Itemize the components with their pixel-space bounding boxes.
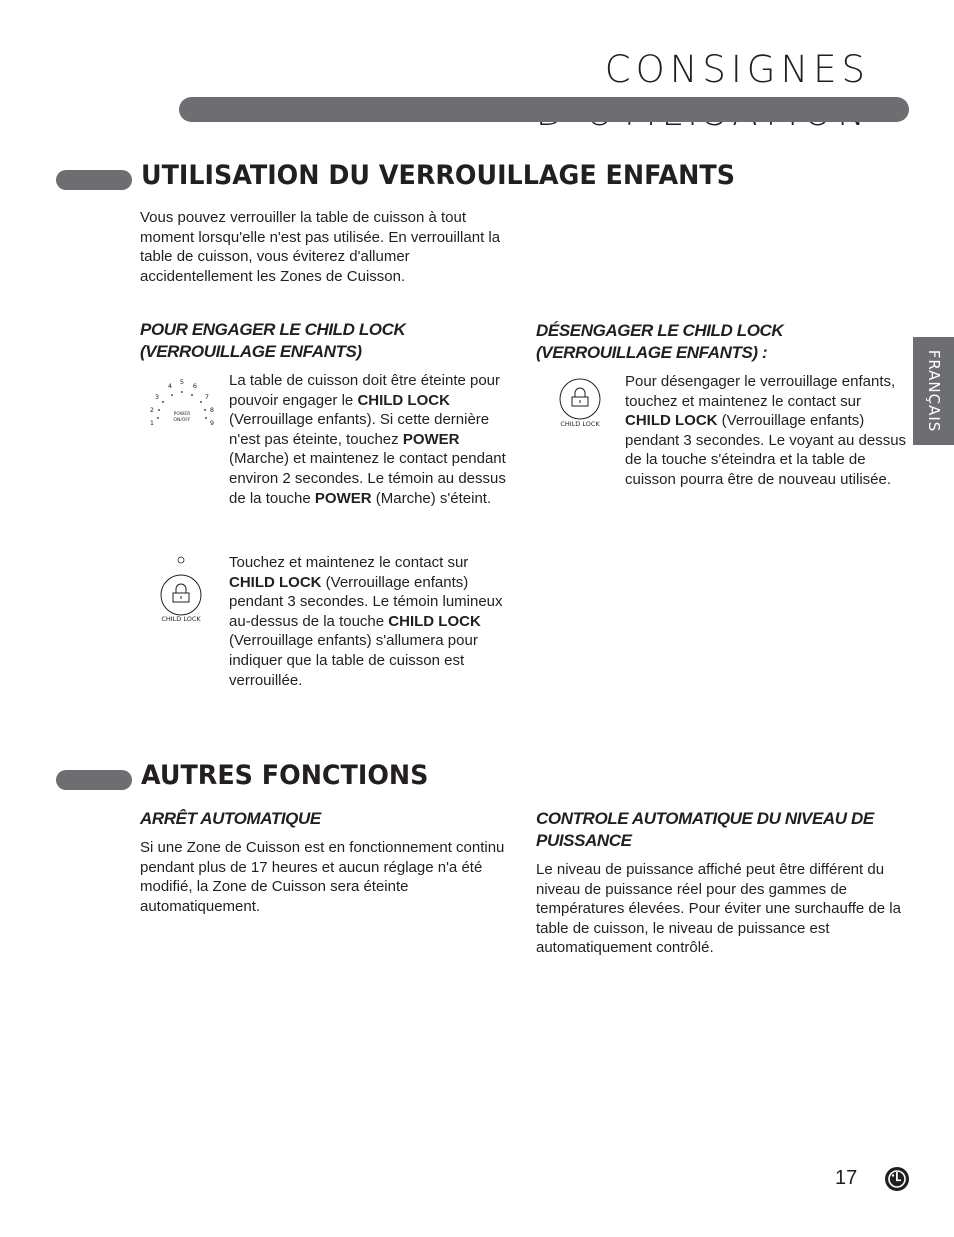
power-control-text: Le niveau de puissance affiché peut être différent du niveau de puissance réel pour des gammes de températures élevées. Pour éviter une surchauffe de la table de cuisson, le niveau de puissance est automatiquement contrôlé.: [536, 861, 901, 957]
disengage-text: Pour désengager le verrouillage enfants, touchez et maintenez le contact sur CHILD LOCK (Verrouillage enfants) pendant 3 secondes. Le voyant au dessus de la touche s'éteindra et la table de cuisson pourra être de nouveau utilisée.: [625, 373, 907, 488]
dial-label-onoff: ON/OFF: [173, 418, 191, 423]
power-control-subtitle: [536, 808, 916, 852]
section-intro: Vous pouvez verrouiller la table de cuisson à tout moment lorsqu'elle n'est pas utilisée. En verrouillant la table de cuisson, vous éviterez d'allumer accidentellement les Zones de Cuisson.: [140, 209, 501, 285]
dial-number: 3: [154, 393, 160, 401]
lg-logo: [884, 1166, 910, 1192]
lock-icon: [551, 374, 611, 434]
auto-off-subtitle: ARRÊT AUTOMATIQUE: [140, 809, 321, 828]
disengage-subtitle-line1: DÉSENGAGER LE CHILD LOCK: [536, 321, 784, 340]
engage-step1-text: La table de cuisson doit être éteinte pour pouvoir engager le CHILD LOCK (Verrouillage enfants). Si cette dernière n'est pas éteinte, touchez POWER (Marche) et maintenez le contact pendant environ 2 secondes. Le témoin au dessus de la touche POWER (Marche) s'éteint.: [229, 372, 506, 507]
power-dial-icon: [142, 374, 222, 432]
engage-subtitle: [140, 319, 520, 363]
power-control-subtitle-line1: CONTROLE AUTOMATIQUE DU NIVEAU DE: [536, 809, 874, 828]
lock-icon-label: CHILD LOCK: [560, 420, 600, 428]
section-marker-pill: [56, 170, 132, 190]
lock-icon-label: CHILD LOCK: [161, 615, 201, 623]
dial-number: 8: [209, 406, 215, 414]
page-header-title: CONSIGNES: [604, 48, 870, 91]
auto-off-text: Si une Zone de Cuisson est en fonctionnement continu pendant plus de 17 heures et aucun réglage n'a été modifié, la Zone de Cuisson sera éteinte automatiquement.: [140, 839, 505, 915]
language-tab: [913, 337, 954, 445]
section-marker-pill: [56, 770, 132, 790]
engage-subtitle-line2: (VERROUILLAGE ENFANTS): [140, 342, 362, 361]
disengage-subtitle-line2: (VERROUILLAGE ENFANTS) :: [536, 343, 768, 362]
language-tab-label: FRANÇAIS: [924, 349, 943, 433]
header-bar: [179, 97, 909, 122]
dial-number: 6: [192, 382, 198, 390]
dial-number: 2: [149, 406, 155, 414]
page-number: 17: [835, 1167, 858, 1189]
dial-number: 9: [209, 419, 215, 427]
section-title-other-functions: AUTRES FONCTIONS: [141, 760, 429, 791]
lock-icon: [152, 553, 212, 627]
dial-number: 5: [179, 378, 185, 386]
dial-label-power: POWER: [173, 412, 191, 417]
disengage-subtitle: [536, 320, 906, 364]
engage-step2-text: Touchez et maintenez le contact sur CHILD LOCK (Verrouillage enfants) pendant 3 secondes. Le témoin lumineux au-dessus de la touche CHILD LOCK (Verrouillage enfants) s'allumera pour indiquer que la table de cuisson est verrouillée.: [229, 554, 503, 689]
engage-subtitle-line1: POUR ENGAGER LE CHILD LOCK: [140, 320, 406, 339]
dial-number: 7: [204, 393, 210, 401]
power-control-subtitle-line2: PUISSANCE: [536, 831, 632, 850]
dial-number: 1: [149, 419, 155, 427]
section-title-child-lock: UTILISATION DU VERROUILLAGE ENFANTS: [141, 160, 736, 191]
dial-number: 4: [167, 382, 173, 390]
